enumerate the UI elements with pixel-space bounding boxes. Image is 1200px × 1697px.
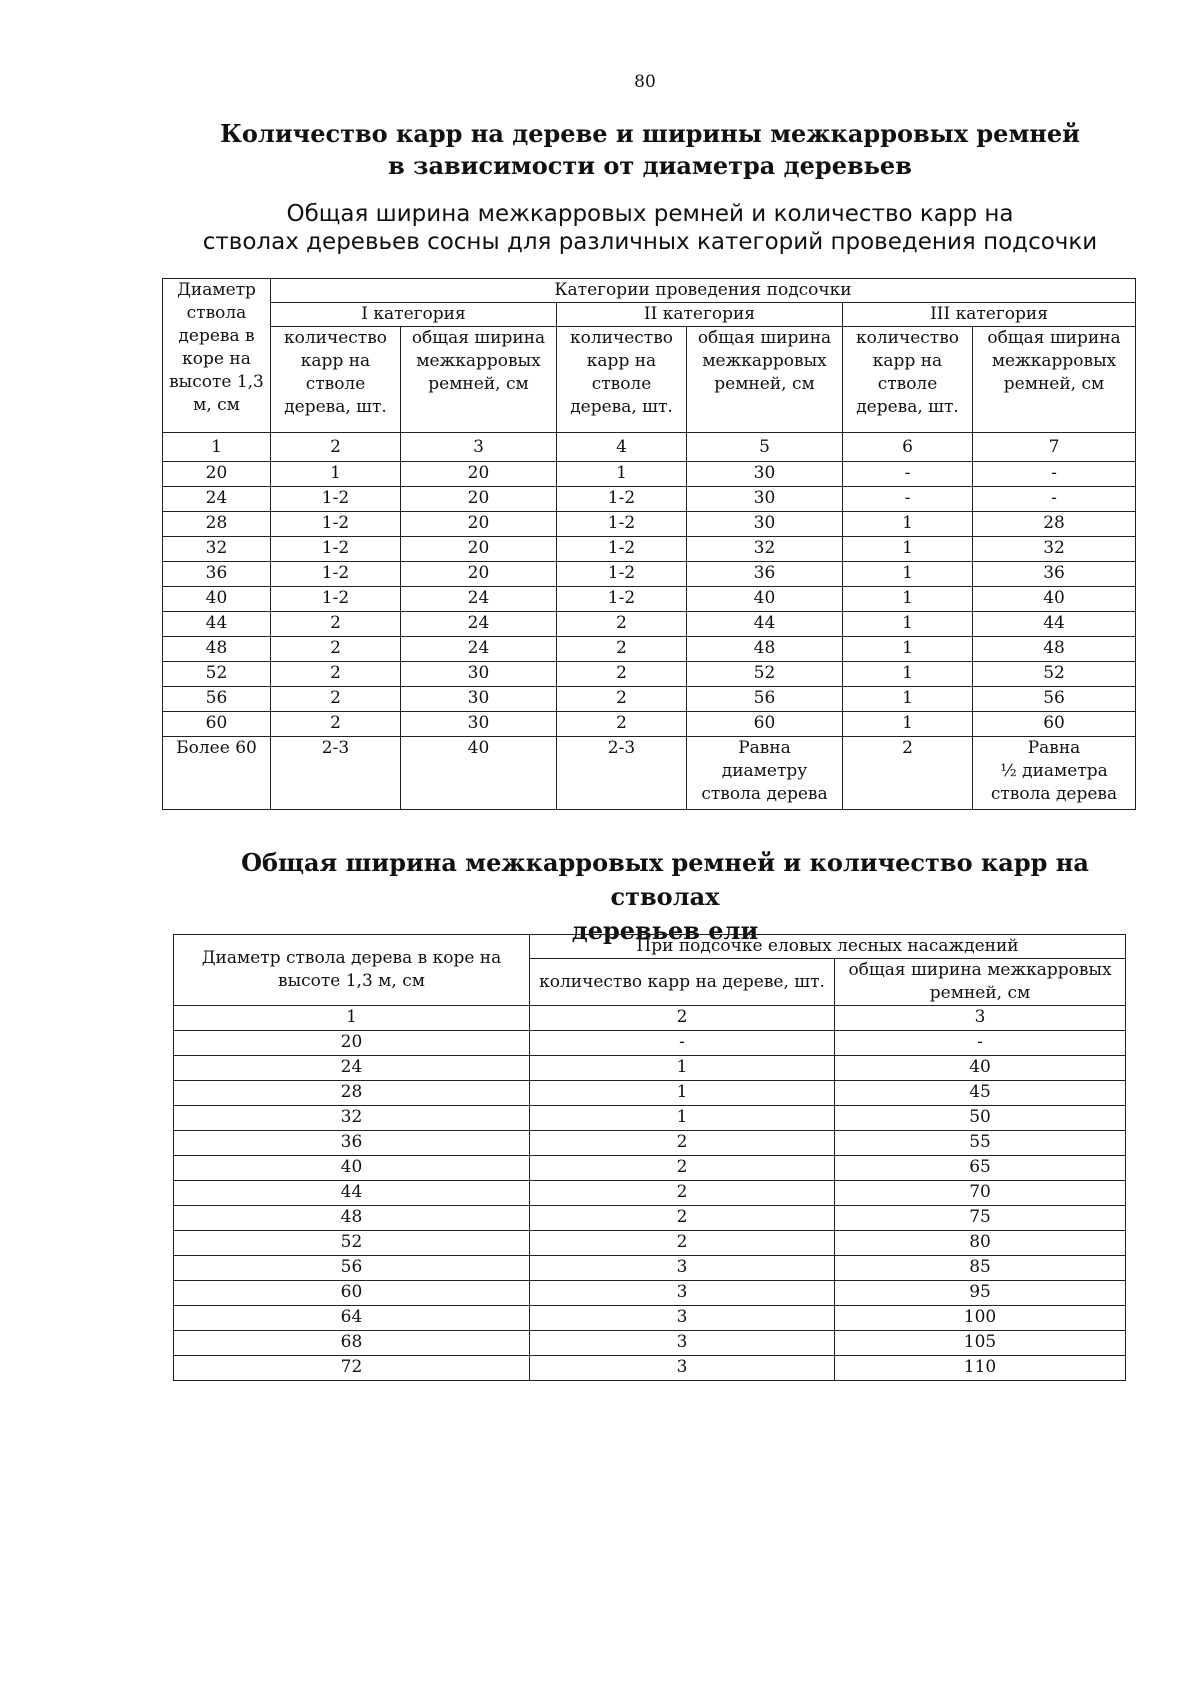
table-cell: 56 xyxy=(163,687,271,712)
table-cell: 20 xyxy=(401,537,557,562)
table-cell: 2 xyxy=(271,637,401,662)
header-text: Диаметр xyxy=(177,280,256,300)
table-cell: 2 xyxy=(843,737,973,810)
table-cell: 20 xyxy=(401,512,557,537)
header-text: общая ширина xyxy=(411,328,546,348)
table-cell: 1-2 xyxy=(271,587,401,612)
header-text: общая ширина xyxy=(987,328,1121,348)
table-cell: 2 xyxy=(271,687,401,712)
table-cell: 72 xyxy=(174,1356,530,1381)
table-row xyxy=(174,1156,1126,1181)
table-cell: 1 xyxy=(530,1056,835,1081)
table-cell: 40 xyxy=(174,1156,530,1181)
table-cell: 3 xyxy=(530,1306,835,1331)
table-row xyxy=(174,1281,1126,1306)
table-cell: 40 xyxy=(973,587,1136,612)
table-cell: 1 xyxy=(843,512,973,537)
table-row xyxy=(163,662,1136,687)
table-cell: 1-2 xyxy=(557,537,687,562)
table-cell: 1-2 xyxy=(271,537,401,562)
table-cell: 60 xyxy=(973,712,1136,737)
table-cell: 45 xyxy=(835,1081,1126,1106)
table-row xyxy=(174,1331,1126,1356)
table-cell: 40 xyxy=(835,1056,1126,1081)
table-cell: 30 xyxy=(401,712,557,737)
table-cell: 85 xyxy=(835,1256,1126,1281)
header-text: ремней, см xyxy=(1003,374,1105,394)
table-row xyxy=(174,1356,1126,1381)
table-cell: 1-2 xyxy=(271,512,401,537)
table-cell: 1 xyxy=(530,1081,835,1106)
cell-text-line: ствола дерева xyxy=(701,784,828,804)
table-cell: 56 xyxy=(174,1256,530,1281)
table-cell: 2 xyxy=(530,1181,835,1206)
table-cell: 1-2 xyxy=(557,562,687,587)
header-text: ствола xyxy=(186,303,247,323)
table-cell: 1 xyxy=(843,637,973,662)
table-cell: 1-2 xyxy=(557,487,687,512)
table-cell: 1 xyxy=(271,462,401,487)
header-text: количество xyxy=(283,328,388,348)
table-cell: 3 xyxy=(530,1356,835,1381)
table-row xyxy=(174,1206,1126,1231)
table-cell: 30 xyxy=(401,662,557,687)
table-cell: Более 60 xyxy=(163,737,271,810)
width-header xyxy=(973,327,1136,433)
table-cell: 52 xyxy=(174,1231,530,1256)
table-row xyxy=(174,1106,1126,1131)
column-number: 3 xyxy=(835,1006,1126,1031)
table-cell: 20 xyxy=(401,462,557,487)
table-row xyxy=(174,1031,1126,1056)
header-text: дерева в xyxy=(178,326,255,346)
width-header xyxy=(401,327,557,433)
table-cell: 1 xyxy=(843,687,973,712)
table-cell: 32 xyxy=(687,537,843,562)
subtitle-line-2: стволах деревьев сосны для различных категорий проведения подсочки xyxy=(202,229,1098,255)
table-row xyxy=(163,462,1136,487)
count-header xyxy=(843,327,973,433)
table-row xyxy=(163,487,1136,512)
table-cell: 36 xyxy=(687,562,843,587)
table-cell: 2 xyxy=(557,612,687,637)
header-text: количество xyxy=(855,328,960,348)
header-text: карр на стволе xyxy=(872,351,943,394)
table-cell: 64 xyxy=(174,1306,530,1331)
category-1-header: I категория xyxy=(271,303,557,327)
table-cell: 30 xyxy=(687,512,843,537)
header-text: высоте 1,3 xyxy=(169,372,264,392)
table-cell: 40 xyxy=(163,587,271,612)
table-row xyxy=(174,1131,1126,1156)
spruce-title-line-1: Общая ширина межкарровых ремней и количество карр на стволах xyxy=(241,848,1089,911)
table-cell: 2 xyxy=(557,662,687,687)
main-title-line-2: в зависимости от диаметра деревьев xyxy=(388,151,912,180)
column-number: 5 xyxy=(687,433,843,462)
header-text: дерева, шт. xyxy=(856,397,959,417)
table-cell: 1-2 xyxy=(557,512,687,537)
table-cell: 2 xyxy=(530,1231,835,1256)
column-numbers-row xyxy=(163,433,1136,462)
width-header xyxy=(687,327,843,433)
table-cell: 50 xyxy=(835,1106,1126,1131)
pine-table-subtitle xyxy=(150,200,1150,256)
table-cell: 24 xyxy=(163,487,271,512)
column-number: 4 xyxy=(557,433,687,462)
table-cell: 30 xyxy=(687,462,843,487)
table-cell: - xyxy=(843,462,973,487)
header-text: ремней, см xyxy=(929,983,1031,1003)
table-cell: 48 xyxy=(973,637,1136,662)
table-cell: 2 xyxy=(557,687,687,712)
table-cell: 2-3 xyxy=(557,737,687,810)
table-cell: 24 xyxy=(401,612,557,637)
table-cell: 1 xyxy=(843,537,973,562)
table-cell: - xyxy=(835,1031,1126,1056)
column-number: 3 xyxy=(401,433,557,462)
table-cell: 2 xyxy=(530,1156,835,1181)
table-cell: 2 xyxy=(530,1206,835,1231)
header-text: межкарровых xyxy=(991,351,1117,371)
table-cell: 60 xyxy=(163,712,271,737)
table-cell: 1-2 xyxy=(557,587,687,612)
table-cell: 20 xyxy=(174,1031,530,1056)
header-text: м, см xyxy=(193,395,240,415)
table-cell: 52 xyxy=(973,662,1136,687)
table-cell: 70 xyxy=(835,1181,1126,1206)
table-cell: 1 xyxy=(530,1106,835,1131)
cell-text-line: ½ диаметра xyxy=(1000,761,1108,781)
table-cell: 2 xyxy=(530,1131,835,1156)
table-cell: 56 xyxy=(687,687,843,712)
table-cell: 36 xyxy=(973,562,1136,587)
table-cell: 30 xyxy=(687,487,843,512)
table-cell: 20 xyxy=(401,487,557,512)
table-cell: 20 xyxy=(401,562,557,587)
table-cell: 60 xyxy=(174,1281,530,1306)
category-2-header: II категория xyxy=(557,303,843,327)
table-cell: 36 xyxy=(163,562,271,587)
header-text: Диаметр ствола дерева в коре на xyxy=(201,948,502,968)
table-row xyxy=(174,1081,1126,1106)
column-number: 2 xyxy=(271,433,401,462)
tapping-categories-header: Категории проведения подсочки xyxy=(271,279,1136,303)
table-cell: 44 xyxy=(973,612,1136,637)
table-cell: - xyxy=(973,487,1136,512)
header-text: общая ширина межкарровых xyxy=(848,960,1112,980)
table-cell xyxy=(973,737,1136,810)
table-cell: 56 xyxy=(973,687,1136,712)
diameter-header xyxy=(163,279,271,433)
cell-text-line: диаметру xyxy=(721,761,808,781)
table-cell: 52 xyxy=(163,662,271,687)
table-cell: 3 xyxy=(530,1281,835,1306)
spruce-group-header: При подсочке еловых лесных насаждений xyxy=(530,935,1126,959)
header-text: коре на xyxy=(182,349,251,369)
table-row xyxy=(174,1056,1126,1081)
table-row xyxy=(163,712,1136,737)
count-header xyxy=(557,327,687,433)
table-cell: 75 xyxy=(835,1206,1126,1231)
category-3-header: III категория xyxy=(843,303,1136,327)
table-row xyxy=(163,537,1136,562)
table-cell: 44 xyxy=(174,1181,530,1206)
width-header xyxy=(835,959,1126,1006)
header-text: карр на стволе xyxy=(586,351,657,394)
header-text: карр на стволе xyxy=(300,351,371,394)
table-cell: 40 xyxy=(401,737,557,810)
column-number: 7 xyxy=(973,433,1136,462)
table-row xyxy=(163,687,1136,712)
table-row xyxy=(163,587,1136,612)
table-cell: 3 xyxy=(530,1331,835,1356)
spruce-table-title xyxy=(190,846,1140,948)
table-row xyxy=(163,562,1136,587)
table-cell: 40 xyxy=(687,587,843,612)
table-cell: 1 xyxy=(843,612,973,637)
table-cell: 2-3 xyxy=(271,737,401,810)
table-cell: 2 xyxy=(557,637,687,662)
table-cell: 1 xyxy=(843,587,973,612)
table-cell: 1 xyxy=(843,712,973,737)
table-cell: - xyxy=(530,1031,835,1056)
subtitle-line-1: Общая ширина межкарровых ремней и количество карр на xyxy=(286,201,1014,227)
table-cell: 44 xyxy=(163,612,271,637)
column-number: 1 xyxy=(174,1006,530,1031)
table-cell: 1-2 xyxy=(271,562,401,587)
table-cell: 60 xyxy=(687,712,843,737)
table-cell: 36 xyxy=(174,1131,530,1156)
header-text: межкарровых xyxy=(416,351,541,371)
table-cell: 28 xyxy=(163,512,271,537)
table-row xyxy=(174,1231,1126,1256)
table-cell: - xyxy=(843,487,973,512)
table-row xyxy=(163,612,1136,637)
table-cell: 28 xyxy=(973,512,1136,537)
table-cell: 30 xyxy=(401,687,557,712)
table-cell: 68 xyxy=(174,1331,530,1356)
table-cell: 20 xyxy=(163,462,271,487)
header-text: дерева, шт. xyxy=(284,397,387,417)
cell-text-line: Равна xyxy=(1027,738,1081,758)
table-cell: 110 xyxy=(835,1356,1126,1381)
main-title xyxy=(200,118,1100,182)
count-header: количество карр на дереве, шт. xyxy=(530,959,835,1006)
column-number: 6 xyxy=(843,433,973,462)
table-cell: - xyxy=(973,462,1136,487)
diameter-header xyxy=(174,935,530,1006)
table-cell: 100 xyxy=(835,1306,1126,1331)
page-number: 80 xyxy=(634,72,656,92)
table-cell: 65 xyxy=(835,1156,1126,1181)
count-header xyxy=(271,327,401,433)
table-cell: 1 xyxy=(843,562,973,587)
table-row xyxy=(174,1181,1126,1206)
table-cell: 95 xyxy=(835,1281,1126,1306)
cell-text-line: ствола дерева xyxy=(990,784,1118,804)
table-cell: 32 xyxy=(163,537,271,562)
column-number: 1 xyxy=(163,433,271,462)
table-cell: 55 xyxy=(835,1131,1126,1156)
table-cell: 48 xyxy=(163,637,271,662)
table-cell: 24 xyxy=(401,637,557,662)
header-text: ремней, см xyxy=(714,374,815,394)
table-cell: 2 xyxy=(557,712,687,737)
header-text: общая ширина xyxy=(697,328,832,348)
table-cell: 105 xyxy=(835,1331,1126,1356)
spruce-tapping-table xyxy=(173,934,1126,1381)
table-cell: 48 xyxy=(687,637,843,662)
table-row xyxy=(174,1306,1126,1331)
table-cell xyxy=(687,737,843,810)
table-cell: 2 xyxy=(271,662,401,687)
table-cell: 32 xyxy=(973,537,1136,562)
table-cell: 1-2 xyxy=(271,487,401,512)
header-text: дерева, шт. xyxy=(570,397,673,417)
column-numbers-row xyxy=(174,1006,1126,1031)
header-text: межкарровых xyxy=(702,351,827,371)
cell-text-line: Равна xyxy=(738,738,791,758)
spruce-title-line-2: деревьев ели xyxy=(571,916,759,945)
pine-tapping-table xyxy=(162,278,1136,810)
column-number: 2 xyxy=(530,1006,835,1031)
table-cell: 48 xyxy=(174,1206,530,1231)
table-row xyxy=(163,512,1136,537)
table-cell: 52 xyxy=(687,662,843,687)
main-title-line-1: Количество карр на дереве и ширины межкарровых ремней xyxy=(220,119,1080,148)
table-cell: 24 xyxy=(174,1056,530,1081)
table-row xyxy=(174,1256,1126,1281)
header-text: высоте 1,3 м, см xyxy=(278,971,425,991)
table-row xyxy=(163,737,1136,810)
table-row xyxy=(163,637,1136,662)
table-cell: 1 xyxy=(557,462,687,487)
table-cell: 44 xyxy=(687,612,843,637)
table-cell: 24 xyxy=(401,587,557,612)
table-cell: 28 xyxy=(174,1081,530,1106)
table-cell: 80 xyxy=(835,1231,1126,1256)
table-cell: 3 xyxy=(530,1256,835,1281)
table-cell: 32 xyxy=(174,1106,530,1131)
table-cell: 1 xyxy=(843,662,973,687)
table-cell: 2 xyxy=(271,612,401,637)
header-text: количество xyxy=(569,328,674,348)
header-text: ремней, см xyxy=(428,374,529,394)
table-cell: 2 xyxy=(271,712,401,737)
